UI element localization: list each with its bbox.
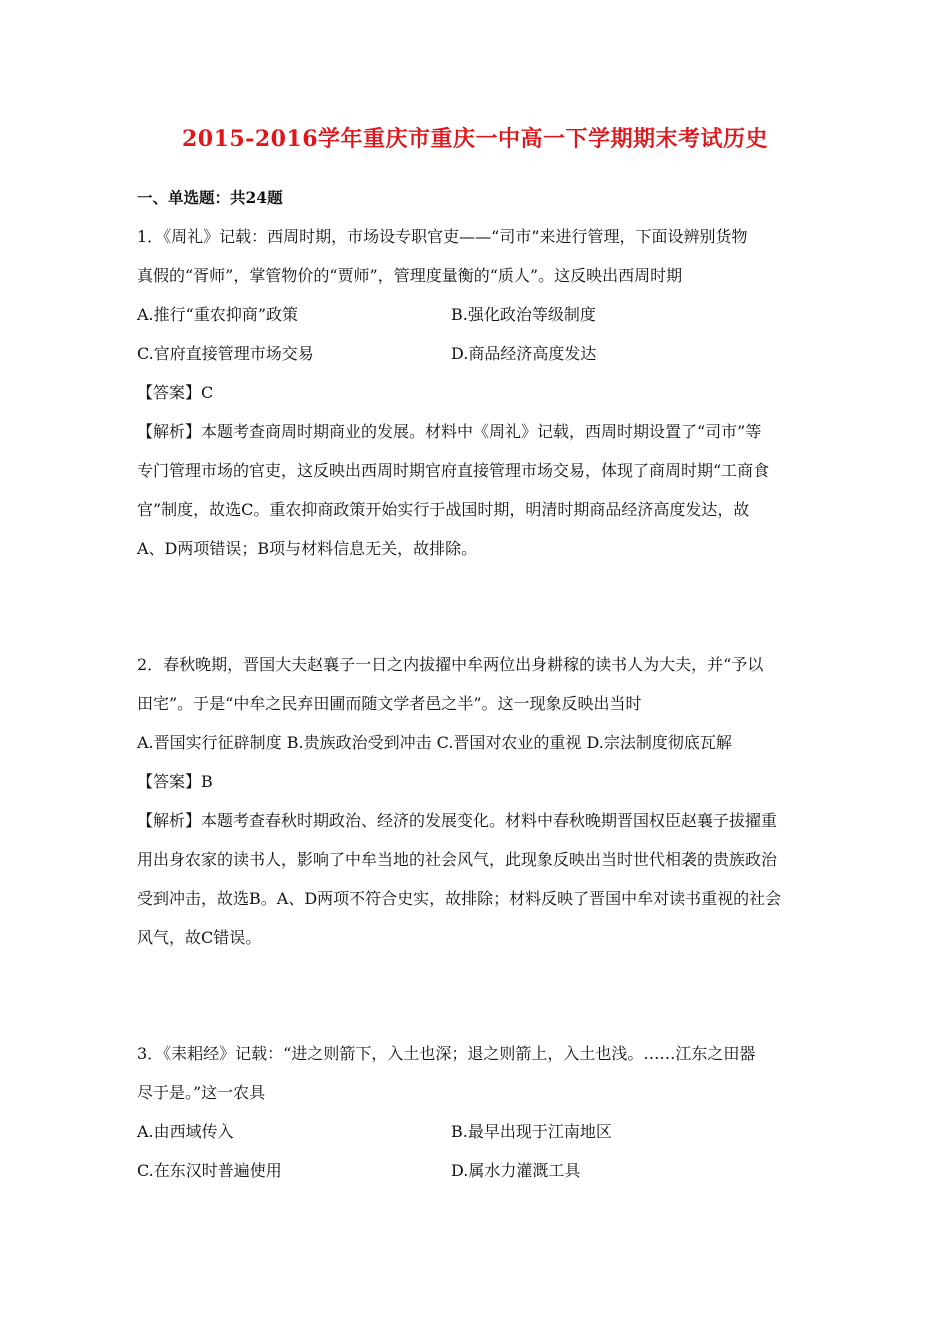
q1-option-c: C.官府直接管理市场交易 — [137, 344, 314, 363]
q1-answer: 【答案】C — [137, 383, 214, 402]
section-heading: 一、单选题：共24题 — [137, 188, 283, 207]
q3-stem-line-1: 3．《耒耜经》记载：“进之则箭下，入土也深；退之则箭上，入土也浅。……江东之田器 — [137, 1044, 756, 1063]
q1-analysis-line-1: 【解析】本题考查商周时期商业的发展。材料中《周礼》记载，西周时期设置了“司市”等 — [137, 422, 762, 441]
q2-stem-line-2: 田宅”。于是“中牟之民弃田圃而随文学者邑之半”。这一现象反映出当时 — [137, 694, 642, 713]
q1-analysis-line-4: A、D两项错误；B项与材料信息无关，故排除。 — [137, 539, 478, 558]
q2-analysis-line-4: 风气，故C错误。 — [137, 928, 262, 947]
document-title: 2015-2016学年重庆市重庆一中高一下学期期末考试历史 — [181, 126, 769, 152]
q3-option-b: B.最早出现于江南地区 — [451, 1122, 612, 1141]
q3-stem-line-2: 尽于是。”这一农具 — [137, 1083, 266, 1102]
q1-option-b: B.强化政治等级制度 — [451, 305, 596, 324]
q1-option-d: D.商品经济高度发达 — [451, 344, 597, 363]
q2-analysis-line-2: 用出身农家的读书人，影响了中牟当地的社会风气，此现象反映出当时世代相袭的贵族政治 — [137, 850, 778, 869]
q3-option-c: C.在东汉时普遍使用 — [137, 1161, 282, 1180]
q3-option-a: A.由西域传入 — [137, 1122, 234, 1141]
q1-stem-line-2: 真假的“胥师”，掌管物价的“贾师”，管理度量衡的“质人”。这反映出西周时期 — [137, 266, 683, 285]
q1-analysis-line-3: 官”制度，故选C。重农抑商政策开始实行于战国时期，明清时期商品经济高度发达，故 — [137, 500, 750, 519]
q2-answer: 【答案】B — [137, 772, 213, 791]
q2-analysis-line-3: 受到冲击，故选B。A、D两项不符合史实，故排除；材料反映了晋国中牟对读书重视的社会 — [137, 889, 782, 908]
q2-options: A.晋国实行征辟制度 B.贵族政治受到冲击 C.晋国对农业的重视 D.宗法制度彻底瓦解 — [137, 733, 732, 752]
q1-analysis-line-2: 专门管理市场的官吏，这反映出西周时期官府直接管理市场交易，体现了商周时期“工商食 — [137, 461, 770, 480]
q2-analysis-line-1: 【解析】本题考查春秋时期政治、经济的发展变化。材料中春秋晚期晋国权臣赵襄子拔擢重 — [137, 811, 778, 830]
q2-stem-line-1: 2．春秋晚期，晋国大夫赵襄子一日之内拔擢中牟两位出身耕稼的读书人为大夫，并“予以 — [137, 655, 764, 674]
q1-stem-line-1: 1．《周礼》记载：西周时期，市场设专职官吏——“司市”来进行管理，下面设辨别货物 — [137, 227, 748, 246]
q3-option-d: D.属水力灌溉工具 — [451, 1161, 581, 1180]
q1-option-a: A.推行“重农抑商”政策 — [137, 305, 299, 324]
